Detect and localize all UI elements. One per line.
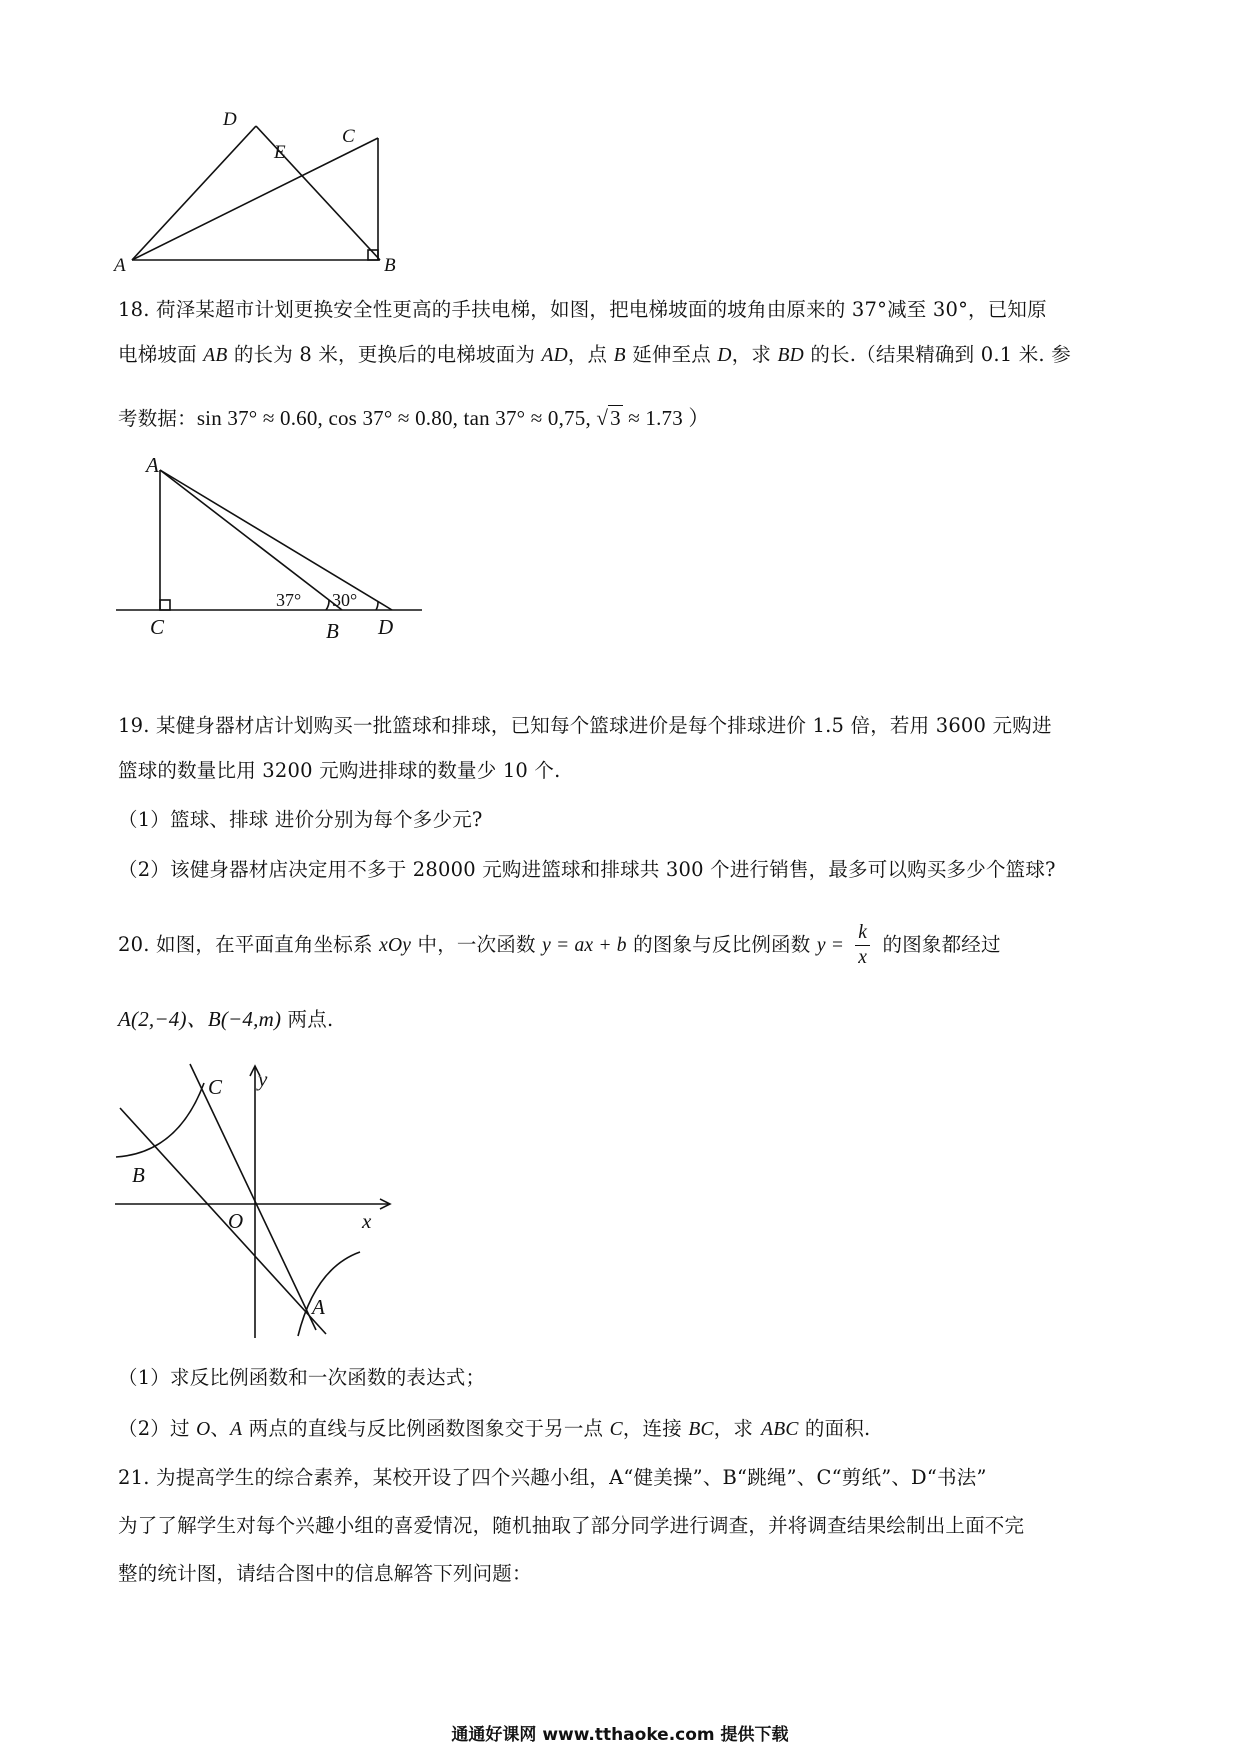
q18-line-2: 电梯坡面 AB 的长为 8 米，更换后的电梯坡面为 AD，点 B 延伸至点 D，求 BD 的长.（结果精确到 0.1 米. 参 bbox=[118, 343, 1071, 366]
fraction-k-over-x: $\frac{k}{x}$ bbox=[855, 921, 870, 970]
fig18-label-d: D bbox=[378, 615, 394, 639]
q21-line-3: 整的统计图，请结合图中的信息解答下列问题： bbox=[118, 1562, 532, 1585]
q21-line-1: 21. 为提高学生的综合素养，某校开设了四个兴趣小组，A“健美操”、B“跳绳”、C“剪纸”、D“书法” bbox=[118, 1466, 987, 1489]
q20-sub-2: （2）过 O、A 两点的直线与反比例函数图象交于另一点 C，连接 BC，求 ABC 的面积. bbox=[118, 1417, 871, 1440]
q19-sub-2: （2）该健身器材店决定用不多于 28000 元购进篮球和排球共 300 个进行销售，最多可以购买多少个篮球? bbox=[118, 858, 1056, 881]
figure-q20-coordinate-graph bbox=[110, 1058, 410, 1348]
sqrt-three: √3 bbox=[596, 406, 621, 430]
q20-line-1: 20. 如图，在平面直角坐标系 xOy 中，一次函数 y = ax + b 的图象与反比例函数 y = $\frac{k}{x}$ 的图象都经过 bbox=[118, 922, 1001, 968]
q21-line-2: 为了了解学生对每个兴趣小组的喜爱情况，随机抽取了部分同学进行调查，并将调查结果绘制出上面不完 bbox=[118, 1514, 1025, 1537]
fig20-label-a: A bbox=[312, 1295, 325, 1319]
figure-q18-escalator bbox=[110, 458, 430, 648]
fig18-angle-37: 37° bbox=[276, 590, 302, 610]
page-footer: 通通好课网 www.tthaoke.com 提供下载 bbox=[451, 1725, 789, 1745]
fig20-label-o: O bbox=[228, 1209, 244, 1233]
q20-sub-1: （1）求反比例函数和一次函数的表达式； bbox=[118, 1366, 486, 1389]
figure-q17-triangle bbox=[110, 108, 410, 278]
q19-sub-1: （1）篮球、排球 进价分别为每个多少元? bbox=[118, 808, 483, 831]
fig20-label-b: B bbox=[132, 1163, 145, 1187]
q18-line-3: 考数据：sin 37° ≈ 0.60, cos 37° ≈ 0.80, tan 37° ≈ 0,75, √3 ≈ 1.73 ） bbox=[118, 404, 1138, 433]
fig17-label-c: C bbox=[342, 126, 355, 147]
q19-line-1: 19. 某健身器材店计划购买一批篮球和排球，已知每个篮球进价是每个排球进价 1.5 倍，若用 3600 元购进 bbox=[118, 714, 1052, 737]
q18-line-1: 18. 荷泽某超市计划更换安全性更高的手扶电梯，如图，把电梯坡面的坡角由原来的 37°减至 30°，已知原 bbox=[118, 298, 1047, 321]
fig17-label-d: D bbox=[223, 109, 237, 130]
q19-line-2: 篮球的数量比用 3200 元购进排球的数量少 10 个. bbox=[118, 759, 561, 782]
fig18-label-b: B bbox=[326, 619, 339, 643]
fig17-label-e: E bbox=[274, 142, 286, 163]
fig18-label-c: C bbox=[150, 615, 165, 639]
fig17-label-a: A bbox=[114, 255, 126, 276]
fig20-label-c: C bbox=[208, 1075, 223, 1099]
fig20-label-x: x bbox=[362, 1209, 372, 1233]
fig20-label-y: y bbox=[258, 1067, 268, 1091]
fig18-angle-30: 30° bbox=[332, 590, 358, 610]
fig17-label-b: B bbox=[384, 255, 396, 276]
fig18-label-a: A bbox=[146, 458, 159, 477]
q20-line-2: A(2,−4)、B(−4,m) 两点. bbox=[118, 1007, 334, 1031]
